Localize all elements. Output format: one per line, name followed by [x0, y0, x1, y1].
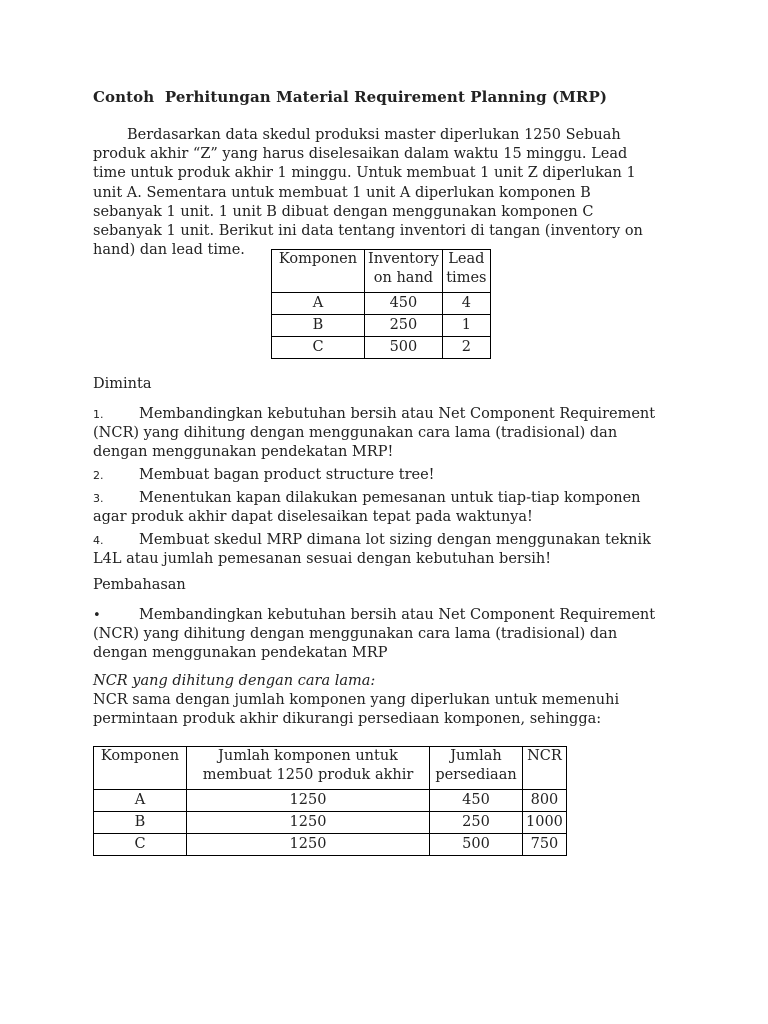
- table-row: [94, 812, 567, 834]
- table-row: [272, 337, 491, 359]
- table-header: Jumlah komponen untuk membuat 1250 produk akhir: [187, 747, 430, 790]
- list-text: Membuat skedul MRP dimana lot sizing dengan menggunakan teknik L4L atau jumlah pemesanan sesuai dengan kebutuhan bersih!: [93, 532, 651, 568]
- list-number: 4.: [93, 534, 104, 547]
- table-header: NCR: [523, 747, 567, 790]
- list-item: [93, 531, 658, 569]
- list-number: 3.: [93, 492, 104, 505]
- table-row: [272, 315, 491, 337]
- table-cell: A: [272, 293, 365, 315]
- intro-text: Berdasarkan data skedul produksi master diperlukan 1250 Sebuah produk akhir “Z” yang harus diselesaikan dalam waktu 15 minggu. Lead time untuk produk akhir 1 minggu. Untuk membuat 1 unit Z diperlukan 1 unit A. Sementara untuk membuat 1 unit A diperlukan komponen B sebanyak 1 unit. 1 unit B dibuat dengan menggunakan komponen C sebanyak 1 unit. Berikut ini data tentang inventori di tangan (inventory on hand) dan lead time.: [93, 127, 643, 259]
- table-header-row: [94, 747, 567, 790]
- intro-paragraph: [93, 126, 653, 260]
- list-text: Membandingkan kebutuhan bersih atau Net Component Requirement (NCR) yang dihitung dengan menggunakan cara lama (tradisional) dan dengan menggunakan pendekatan MRP!: [93, 406, 656, 461]
- ncr-text: NCR sama dengan jumlah komponen yang diperlukan untuk memenuhi permintaan produk akhir dikurangi persediaan komponen, sehingga:: [93, 692, 620, 728]
- bullet-icon: •: [93, 608, 101, 623]
- table-row: [94, 834, 567, 856]
- table-header: Inventory on hand: [365, 250, 443, 293]
- list-item: [93, 606, 658, 664]
- table-cell: A: [94, 790, 187, 812]
- table-cell: B: [94, 812, 187, 834]
- list-number: 1.: [93, 408, 104, 421]
- table-cell: 4: [442, 293, 490, 315]
- table-cell: 250: [365, 315, 443, 337]
- table-cell: C: [94, 834, 187, 856]
- list-number: 2.: [93, 469, 104, 482]
- table-cell: 1250: [187, 790, 430, 812]
- table-header: Komponen: [94, 747, 187, 790]
- table-header-row: [272, 250, 491, 293]
- table-cell: 1: [442, 315, 490, 337]
- inventory-table: [271, 249, 491, 359]
- table-header: Komponen: [272, 250, 365, 293]
- list-text: Membandingkan kebutuhan bersih atau Net Component Requirement (NCR) yang dihitung dengan menggunakan cara lama (tradisional) dan dengan menggunakan pendekatan MRP: [93, 607, 656, 662]
- ncr-table: [93, 746, 567, 856]
- table-cell: B: [272, 315, 365, 337]
- table-cell: 750: [523, 834, 567, 856]
- table-row: [272, 293, 491, 315]
- list-text: Menentukan kapan dilakukan pemesanan untuk tiap-tiap komponen agar produk akhir dapat diselesaikan tepat pada waktunya!: [93, 490, 641, 526]
- table-cell: 450: [365, 293, 443, 315]
- page-title: Contoh Perhitungan Material Requirement Planning (MRP): [93, 88, 608, 106]
- table-cell: 1000: [523, 812, 567, 834]
- table-header: Jumlah persediaan: [430, 747, 523, 790]
- list-item: [93, 489, 658, 527]
- table-cell: 1250: [187, 834, 430, 856]
- table-cell: 1250: [187, 812, 430, 834]
- table-row: [94, 790, 567, 812]
- table-cell: C: [272, 337, 365, 359]
- table-cell: 500: [365, 337, 443, 359]
- table-header: Lead times: [442, 250, 490, 293]
- table-cell: 2: [442, 337, 490, 359]
- list-item: [93, 405, 658, 463]
- ncr-heading: NCR yang dihitung dengan cara lama:: [93, 673, 376, 689]
- table-cell: 500: [430, 834, 523, 856]
- table-cell: 250: [430, 812, 523, 834]
- pembahasan-heading: Pembahasan: [93, 577, 186, 593]
- table-cell: 450: [430, 790, 523, 812]
- list-item: [93, 466, 658, 485]
- table-cell: 800: [523, 790, 567, 812]
- list-text: Membuat bagan product structure tree!: [139, 467, 435, 483]
- diminta-heading: Diminta: [93, 376, 152, 392]
